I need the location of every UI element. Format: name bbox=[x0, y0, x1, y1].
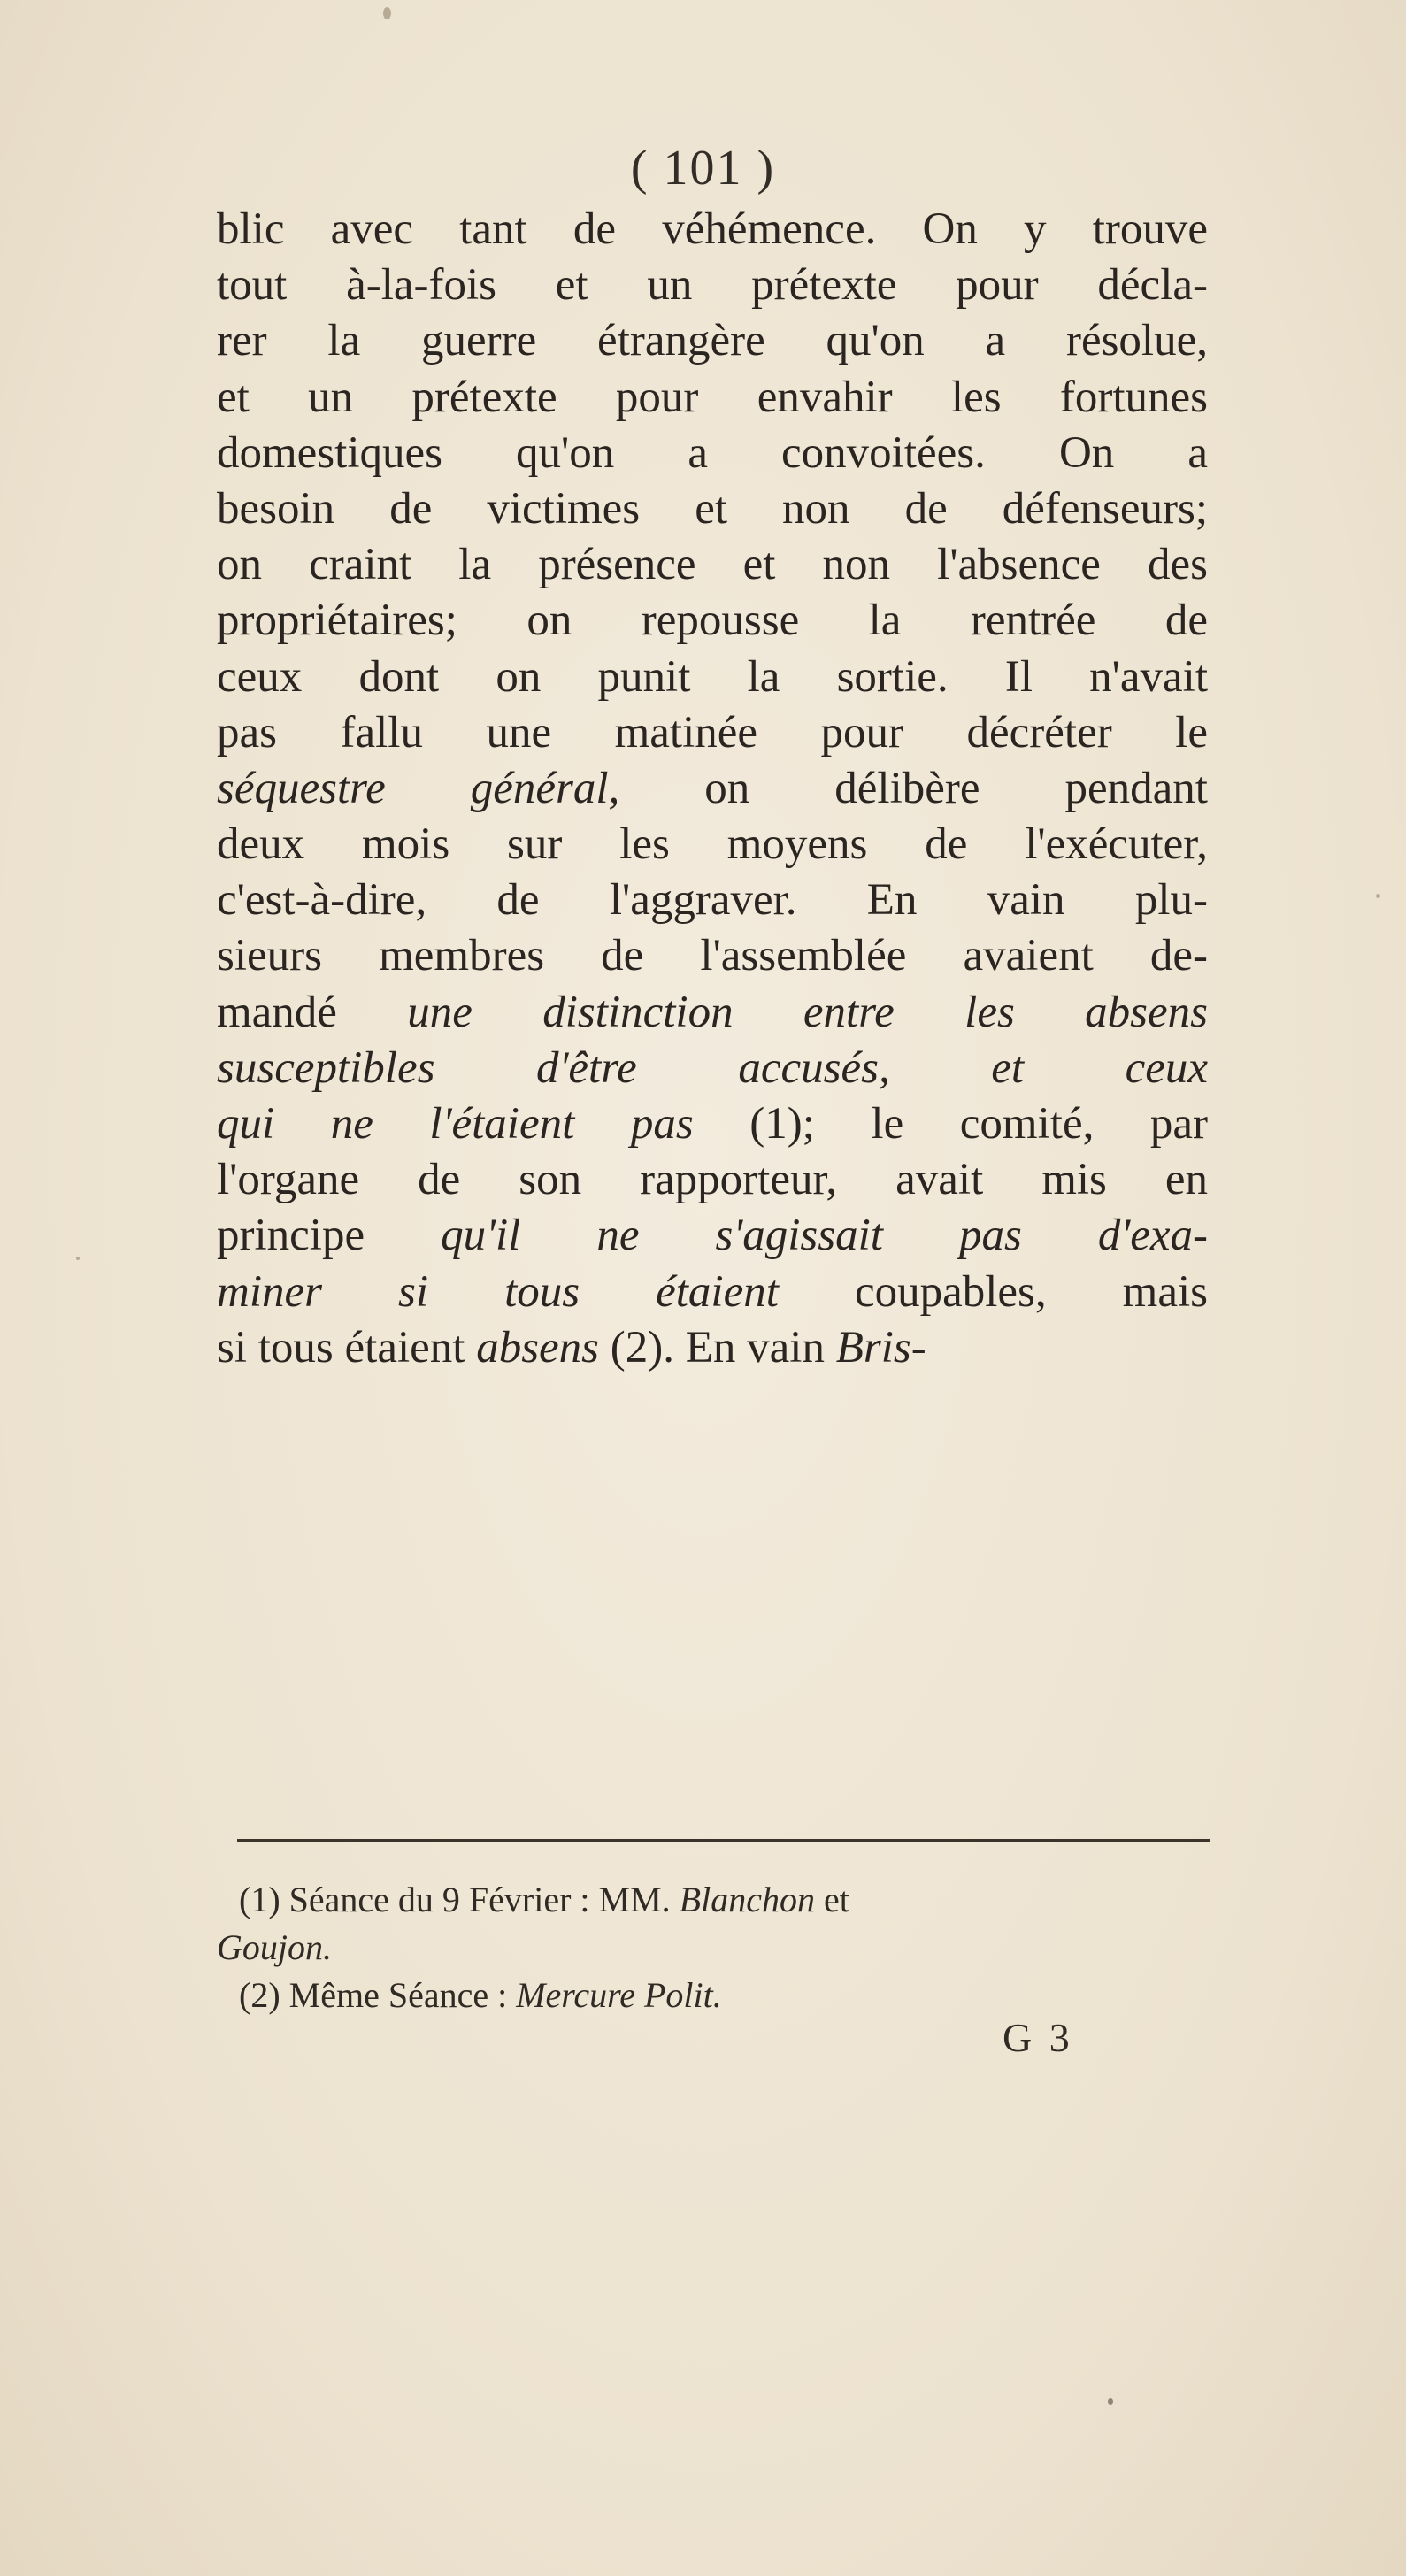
footnote-separator-rule bbox=[237, 1839, 1210, 1842]
text-line bbox=[217, 426, 1208, 481]
paper-speck bbox=[1376, 894, 1380, 898]
text-line bbox=[217, 761, 1208, 817]
footnote-line bbox=[217, 1924, 1208, 1972]
text-segment: si tous étaient bbox=[217, 1322, 477, 1373]
text-line bbox=[217, 593, 1208, 649]
text-line bbox=[217, 481, 1208, 537]
text-line bbox=[217, 1152, 1208, 1208]
text-segment: tout à-la-fois et un prétexte pour décla- bbox=[217, 260, 1208, 311]
text-line bbox=[217, 1041, 1208, 1096]
italic-text-segment: Blanchon bbox=[679, 1880, 815, 1919]
text-line bbox=[217, 1265, 1208, 1320]
text-line bbox=[217, 650, 1208, 705]
italic-text-segment: Bris- bbox=[835, 1322, 926, 1373]
text-segment: (2). En vain bbox=[599, 1322, 836, 1373]
italic-text-segment: qui ne l'étaient pas bbox=[217, 1099, 694, 1149]
text-line bbox=[217, 537, 1208, 593]
text-segment: et bbox=[814, 1880, 849, 1919]
italic-text-segment: séquestre général, bbox=[217, 763, 620, 813]
italic-text-segment: qu'il ne s'agissait pas d'exa- bbox=[441, 1211, 1208, 1261]
text-line bbox=[217, 1096, 1208, 1152]
text-segment: c'est-à-dire, de l'aggraver. En vain plu- bbox=[217, 875, 1208, 926]
page-number: ( 101 ) bbox=[630, 141, 776, 196]
italic-text-segment: absens bbox=[476, 1322, 600, 1373]
body-text bbox=[217, 202, 1208, 1376]
italic-text-segment: Mercure Polit. bbox=[516, 1975, 722, 2015]
text-line bbox=[217, 985, 1208, 1041]
text-line bbox=[217, 1320, 1208, 1376]
text-segment: deux mois sur les moyens de l'exécuter, bbox=[217, 819, 1208, 870]
text-segment: rer la guerre étrangère qu'on a résolue, bbox=[217, 316, 1208, 366]
text-segment: propriétaires; on repousse la rentrée de bbox=[217, 596, 1208, 646]
footnote-line bbox=[217, 1876, 1208, 1924]
text-segment: blic avec tant de véhémence. On y trouve bbox=[217, 204, 1208, 254]
text-segment: (1); le comité, par bbox=[693, 1099, 1208, 1149]
italic-text-segment: Goujon. bbox=[217, 1927, 332, 1967]
text-line bbox=[217, 370, 1208, 426]
text-segment: on délibère pendant bbox=[619, 763, 1208, 813]
text-line bbox=[217, 817, 1208, 873]
text-segment: l'organe de son rapporteur, avait mis en bbox=[217, 1155, 1208, 1205]
signature-mark: G 3 bbox=[1003, 2015, 1073, 2060]
text-segment: (1) Séance du 9 Février : MM. bbox=[239, 1880, 680, 1919]
text-line bbox=[217, 313, 1208, 369]
text-segment: ceux dont on punit la sortie. Il n'avait bbox=[217, 651, 1208, 702]
text-line bbox=[217, 928, 1208, 984]
text-segment: besoin de victimes et non de défenseurs; bbox=[217, 483, 1208, 534]
footnotes bbox=[217, 1876, 1208, 2019]
text-line bbox=[217, 202, 1208, 258]
text-segment: et un prétexte pour envahir les fortunes bbox=[217, 372, 1208, 422]
text-line bbox=[217, 1208, 1208, 1264]
text-segment: on craint la présence et non l'absence des bbox=[217, 540, 1208, 590]
paper-speck bbox=[383, 7, 391, 19]
text-segment: pas fallu une matinée pour décréter le bbox=[217, 707, 1208, 757]
text-segment: domestiques qu'on a convoitées. On a bbox=[217, 427, 1208, 478]
text-line bbox=[217, 873, 1208, 928]
italic-text-segment: miner si tous étaient bbox=[217, 1266, 779, 1317]
paper-speck bbox=[76, 1257, 80, 1260]
text-segment: (2) Même Séance : bbox=[239, 1975, 517, 2015]
text-segment: mandé bbox=[217, 987, 408, 1037]
text-segment: principe bbox=[217, 1211, 442, 1261]
footnote-line bbox=[217, 1972, 1208, 2019]
italic-text-segment: susceptibles d'être accusés, et ceux bbox=[217, 1042, 1208, 1093]
italic-text-segment: une distinction entre les absens bbox=[407, 987, 1208, 1037]
text-segment: coupables, mais bbox=[778, 1266, 1208, 1317]
paper-speck bbox=[1108, 2398, 1113, 2405]
text-line bbox=[217, 258, 1208, 313]
text-line bbox=[217, 705, 1208, 761]
text-segment: sieurs membres de l'assemblée avaient de- bbox=[217, 931, 1208, 981]
